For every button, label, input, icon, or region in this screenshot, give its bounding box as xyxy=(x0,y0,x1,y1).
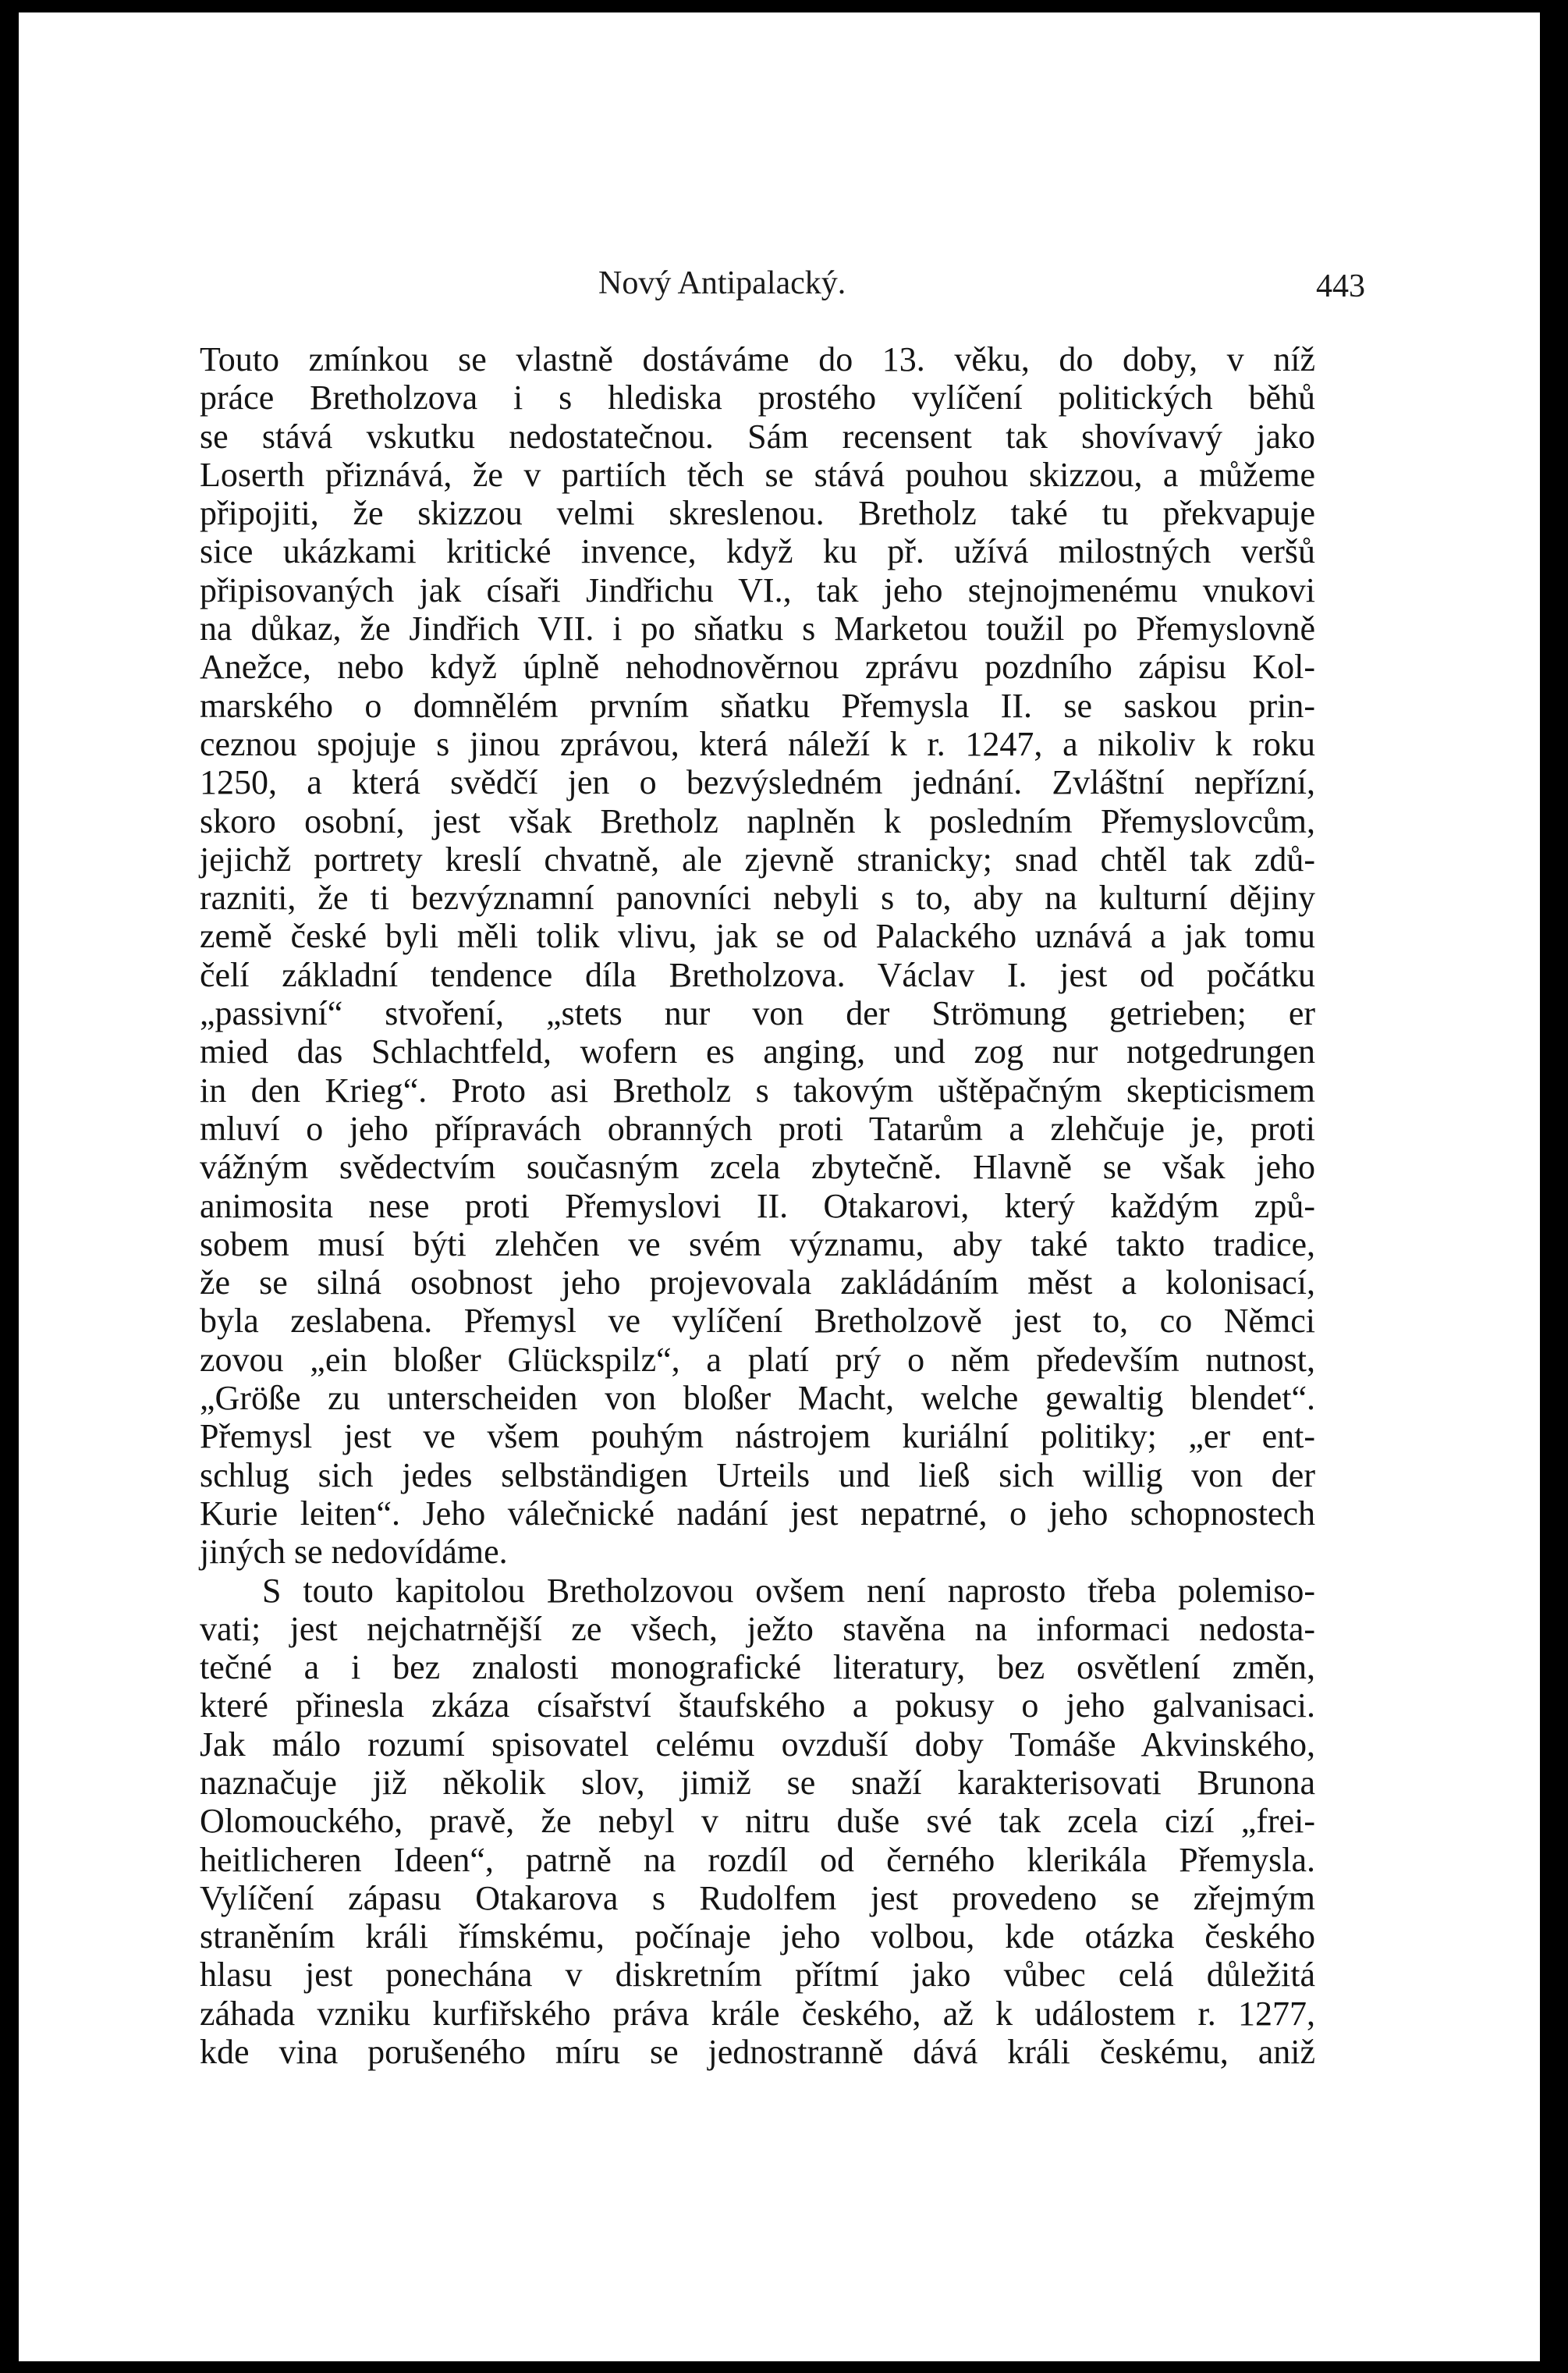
paragraph-end-line: jiných se nedovídáme. xyxy=(200,1533,508,1572)
text-line: Přemysl jest ve všem pouhým nástrojem kuriální politiky; „er ent- xyxy=(200,1417,1315,1456)
text-line: „Größe zu unterscheiden von bloßer Macht, welche gewaltig blendet“. xyxy=(200,1379,1315,1418)
paragraph-first-line: S touto kapitolou Bretholzovou ovšem není naprosto třeba polemiso- xyxy=(262,1571,1315,1610)
text-line: Olomouckého, pravě, že nebyl v nitru duše své tak zcela cizí „frei- xyxy=(200,1802,1315,1841)
text-line: naznačuje již několik slov, jimiž se snaží karakterisovati Brunona xyxy=(200,1763,1315,1802)
text-line: jejichž portrety kreslí chvatně, ale zjevně stranicky; snad chtěl tak zdů- xyxy=(200,840,1315,879)
text-line: vážným svědectvím současným zcela zbytečně. Hlavně se však jeho xyxy=(200,1148,1315,1187)
text-line: heitlicheren Ideen“, patrně na rozdíl od černého klerikála Přemysla. xyxy=(200,1840,1315,1879)
text-line: země české byli měli tolik vlivu, jak se od Palackého uznává a jak tomu xyxy=(200,917,1315,956)
text-line: Touto zmínkou se vlastně dostáváme do 13. věku, do doby, v níž xyxy=(200,340,1315,378)
text-line: práce Bretholzova i s hlediska prostého vylíčení politických běhů xyxy=(200,378,1315,417)
text-line: mied das Schlachtfeld, wofern es anging, und zog nur notgedrungen xyxy=(200,1032,1315,1071)
page-number: 443 xyxy=(1316,268,1365,304)
text-line: in den Krieg“. Proto asi Bretholz s takovým uštěpačným skepticismem xyxy=(200,1071,1315,1110)
text-line: záhada vzniku kurfiřského práva krále českého, až k událostem r. 1277, xyxy=(200,1994,1315,2033)
text-line: vati; jest nejchatrnější ze všech, ježto stavěna na informaci nedosta- xyxy=(200,1609,1315,1648)
running-title: Nový Antipalacký. xyxy=(598,265,846,301)
text-line: které přinesla zkáza císařství štaufského a pokusy o jeho galvanisaci. xyxy=(200,1686,1315,1725)
text-line: sobem musí býti zlehčen ve svém významu, aby také takto tradice, xyxy=(200,1224,1315,1263)
book-page xyxy=(19,12,1540,2361)
text-line: ceznou spojuje s jinou zprávou, která náleží k r. 1247, a nikoliv k roku xyxy=(200,724,1315,763)
text-line: zovou „ein bloßer Glückspilz“, a platí prý o něm především nutnost, xyxy=(200,1340,1315,1379)
text-line: „passivní“ stvoření, „stets nur von der Strömung getrieben; er xyxy=(200,994,1315,1033)
text-body xyxy=(200,340,1315,2071)
text-line: Vylíčení zápasu Otakarova s Rudolfem jest provedeno se zřejmým xyxy=(200,1878,1315,1917)
text-line: připisovaných jak císaři Jindřichu VI., tak jeho stejnojmenému vnukovi xyxy=(200,570,1315,609)
text-line: Jak málo rozumí spisovatel celému ovzduší doby Tomáše Akvinského, xyxy=(200,1725,1315,1764)
text-line: připojiti, že skizzou velmi skreslenou. Bretholz také tu překvapuje xyxy=(200,494,1315,533)
text-line: Anežce, nebo když úplně nehodnověrnou zprávu pozdního zápisu Kol- xyxy=(200,648,1315,687)
text-line: tečné a i bez znalosti monografické literatury, bez osvětlení změn, xyxy=(200,1648,1315,1687)
text-line: 1250, a která svědčí jen o bezvýsledném jednání. Zvláštní nepřízní, xyxy=(200,763,1315,802)
text-line: skoro osobní, jest však Bretholz naplněn k posledním Přemyslovcům, xyxy=(200,801,1315,840)
text-line: kde vina porušeného míru se jednostranně dává králi českému, aniž xyxy=(200,2033,1315,2072)
text-line: Kurie leiten“. Jeho válečnické nadání jest nepatrné, o jeho schopnostech xyxy=(200,1494,1315,1533)
text-line: sice ukázkami kritické invence, když ku př. užívá milostných veršů xyxy=(200,532,1315,571)
text-line: razniti, že ti bezvýznamní panovníci nebyli s to, aby na kulturní dějiny xyxy=(200,879,1315,918)
text-line: na důkaz, že Jindřich VII. i po sňatku s Marketou toužil po Přemyslovně xyxy=(200,609,1315,648)
text-line: mluví o jeho přípravách obranných proti Tatarům a zlehčuje je, proti xyxy=(200,1109,1315,1148)
text-line: byla zeslabena. Přemysl ve vylíčení Bretholzově jest to, co Němci xyxy=(200,1302,1315,1341)
text-line: se stává vskutku nedostatečnou. Sám recensent tak shovívavý jako xyxy=(200,417,1315,456)
text-line: čelí základní tendence díla Bretholzova. Václav I. jest od počátku xyxy=(200,955,1315,994)
text-line: schlug sich jedes selbständigen Urteils und ließ sich willig von der xyxy=(200,1455,1315,1494)
text-line: marského o domnělém prvním sňatku Přemysla II. se saskou prin- xyxy=(200,686,1315,725)
text-line: že se silná osobnost jeho projevovala zakládáním měst a kolonisací, xyxy=(200,1263,1315,1302)
page-header xyxy=(19,265,1540,311)
text-line: straněním králi římskému, počínaje jeho volbou, kde otázka českého xyxy=(200,1917,1315,1956)
text-line: hlasu jest ponechána v diskretním přítmí jako vůbec celá důležitá xyxy=(200,1956,1315,1995)
text-line: animosita nese proti Přemyslovi II. Otakarovi, který každým způ- xyxy=(200,1186,1315,1225)
text-line: Loserth přiznává, že v partiích těch se stává pouhou skizzou, a můžeme xyxy=(200,455,1315,494)
